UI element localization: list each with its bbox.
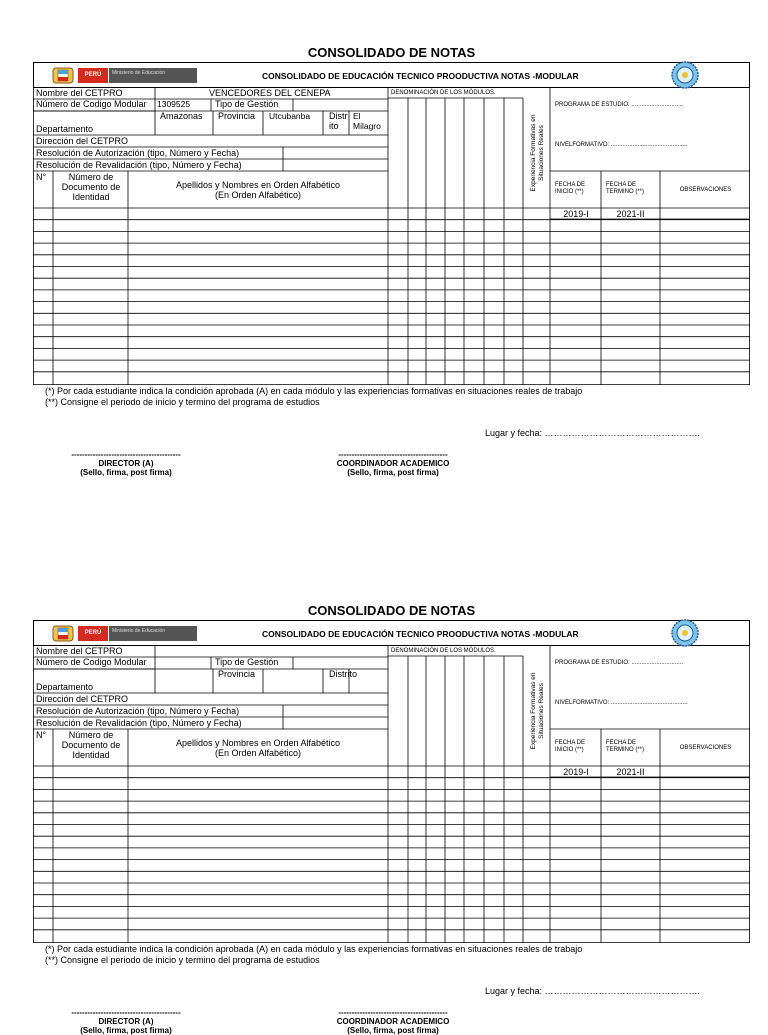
fecha-termino-header: FECHA DE TERMINO (**) bbox=[606, 740, 644, 753]
gestion-label: Tipo de Gestión bbox=[215, 99, 279, 109]
form-header bbox=[33, 62, 750, 88]
coordinador-title: COORDINADOR ACADEMICO bbox=[336, 459, 450, 468]
lugar-fecha[interactable]: Lugar y fecha: ……………………………………………. bbox=[485, 986, 701, 996]
form-body bbox=[33, 646, 750, 943]
nombre-label: Nombre del CETPRO bbox=[36, 646, 123, 656]
note-2: (**) Consigne el periodo de inicio y termino del programa de estudios bbox=[45, 955, 320, 965]
director-sub: (Sello, firma, post firma) bbox=[80, 1026, 172, 1035]
form-body bbox=[33, 88, 750, 385]
nombre-value[interactable]: VENCEDORES DEL CENEPA bbox=[209, 88, 331, 98]
col-num-header: N° bbox=[36, 730, 47, 740]
header-subtitle: CONSOLIDADO DE EDUCACIÓN TECNICO PROODUCTIVA NOTAS -MODULAR bbox=[262, 71, 579, 81]
modulos-header: DENOMINACIÓN DE LOS MÓDULOS. bbox=[391, 90, 496, 96]
codigo-label: Número de Codigo Modular bbox=[36, 99, 147, 109]
note-1: (*) Por cada estudiante indica la condición aprobada (A) en cada módulo y las experiencias formativas en situaciones reales de trabajo bbox=[45, 944, 583, 954]
director-title: DIRECTOR (A) bbox=[98, 1017, 154, 1026]
departamento-value[interactable]: Amazonas bbox=[160, 111, 203, 121]
fecha-termino-value[interactable]: 2021-II bbox=[616, 767, 645, 777]
director-signature bbox=[61, 1008, 191, 1035]
peru-logo-label: PERÚ bbox=[78, 68, 108, 83]
seal-icon bbox=[671, 61, 699, 89]
codigo-label: Número de Codigo Modular bbox=[36, 657, 147, 667]
col-names-header: Apellidos y Nombres en Orden Alfabético (En Orden Alfabético) bbox=[175, 738, 341, 758]
col-num-header: N° bbox=[36, 172, 47, 182]
experiencia-header: Experiencia Formativas en Situaciones Reales bbox=[530, 672, 545, 750]
form-grid bbox=[33, 646, 750, 943]
form-title: CONSOLIDADO DE NOTAS bbox=[307, 45, 476, 60]
fecha-inicio-value[interactable]: 2019-I bbox=[563, 767, 589, 777]
fecha-inicio-header: FECHA DE INICIO (**) bbox=[555, 740, 586, 753]
gestion-label: Tipo de Gestión bbox=[215, 657, 279, 667]
fecha-inicio-value[interactable]: 2019-I bbox=[563, 209, 589, 219]
lugar-fecha[interactable]: Lugar y fecha: ……………………………………………. bbox=[485, 428, 701, 438]
director-line: ----------------------------------------- bbox=[71, 450, 181, 459]
programa-label: PROGRAMA DE ESTUDIO: ............................... bbox=[555, 102, 684, 108]
col-doc-header: Número de Documento de Identidad bbox=[61, 172, 121, 202]
form-header bbox=[33, 620, 750, 646]
fecha-termino-value[interactable]: 2021-II bbox=[616, 209, 645, 219]
header-subtitle: CONSOLIDADO DE EDUCACIÓN TECNICO PROODUCTIVA NOTAS -MODULAR bbox=[262, 629, 579, 639]
observaciones-header: OBSERVACIONES bbox=[679, 187, 732, 193]
coordinador-sub: (Sello, firma, post firma) bbox=[347, 1026, 439, 1035]
autorizacion-label: Resolución de Autorización (tipo, Número y Fecha) bbox=[36, 706, 240, 716]
direccion-label: Dirección del CETPRO bbox=[36, 694, 129, 704]
codigo-value[interactable]: 1309525 bbox=[157, 99, 191, 109]
ministry-logo-label: Ministerio de Educación bbox=[109, 626, 197, 641]
coordinador-signature bbox=[323, 450, 463, 477]
coordinador-sub: (Sello, firma, post firma) bbox=[347, 468, 439, 477]
experiencia-header: Experiencia Formativas en Situaciones Reales bbox=[530, 114, 545, 192]
col-doc-header: Número de Documento de Identidad bbox=[61, 730, 121, 760]
coordinador-line: ----------------------------------------- bbox=[338, 450, 448, 459]
autorizacion-label: Resolución de Autorización (tipo, Número y Fecha) bbox=[36, 148, 240, 158]
note-2: (**) Consigne el periodo de inicio y termino del programa de estudios bbox=[45, 397, 320, 407]
peru-shield-icon bbox=[52, 67, 74, 84]
nivel-label: NIVELFORMATIVO: .............................................. bbox=[555, 142, 688, 148]
distrito-value[interactable]: El Milagro bbox=[353, 111, 381, 131]
coordinador-line: ----------------------------------------- bbox=[338, 1008, 448, 1017]
nivel-label: NIVELFORMATIVO: .............................................. bbox=[555, 700, 688, 706]
note-1: (*) Por cada estudiante indica la condición aprobada (A) en cada módulo y las experiencias formativas en situaciones reales de trabajo bbox=[45, 386, 583, 396]
departamento-label: Departamento bbox=[36, 682, 94, 692]
director-title: DIRECTOR (A) bbox=[98, 459, 154, 468]
departamento-label: Departamento bbox=[36, 124, 94, 134]
modulos-header: DENOMINACIÓN DE LOS MÓDULOS. bbox=[391, 648, 496, 654]
distrito-label: Distr ito bbox=[329, 111, 348, 131]
provincia-label: Provincia bbox=[218, 669, 256, 679]
director-signature bbox=[61, 450, 191, 477]
coordinador-title: COORDINADOR ACADEMICO bbox=[336, 1017, 450, 1026]
col-names-header: Apellidos y Nombres en Orden Alfabético (En Orden Alfabético) bbox=[175, 180, 341, 200]
fecha-termino-header: FECHA DE TERMINO (**) bbox=[606, 182, 644, 195]
seal-icon bbox=[671, 619, 699, 647]
director-line: ----------------------------------------- bbox=[71, 1008, 181, 1017]
form-title: CONSOLIDADO DE NOTAS bbox=[307, 603, 476, 618]
ministry-logo-label: Ministerio de Educación bbox=[109, 68, 197, 83]
provincia-value[interactable]: Utcubanba bbox=[269, 111, 311, 121]
nombre-label: Nombre del CETPRO bbox=[36, 88, 123, 98]
form-grid bbox=[33, 88, 750, 385]
peru-logo-label: PERÚ bbox=[78, 626, 108, 641]
provincia-label: Provincia bbox=[218, 111, 256, 121]
revalidacion-label: Resolución de Revalidación (tipo, Número y Fecha) bbox=[36, 718, 242, 728]
revalidacion-label: Resolución de Revalidación (tipo, Número y Fecha) bbox=[36, 160, 242, 170]
observaciones-header: OBSERVACIONES bbox=[679, 745, 732, 751]
programa-label: PROGRAMA DE ESTUDIO: ............................... bbox=[555, 660, 684, 666]
direccion-label: Dirección del CETPRO bbox=[36, 136, 129, 146]
distrito-label: Distrito bbox=[329, 669, 358, 679]
director-sub: (Sello, firma, post firma) bbox=[80, 468, 172, 477]
fecha-inicio-header: FECHA DE INICIO (**) bbox=[555, 182, 586, 195]
peru-shield-icon bbox=[52, 625, 74, 642]
coordinador-signature bbox=[323, 1008, 463, 1035]
